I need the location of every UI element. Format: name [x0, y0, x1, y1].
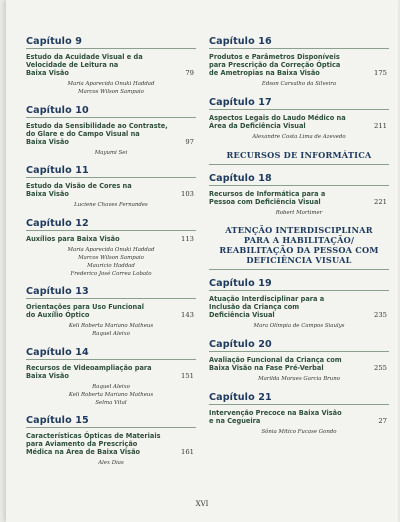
chapter-heading: Capítulo 16 — [209, 36, 272, 47]
chapter-rule — [26, 427, 196, 428]
author-name: Robert Mortimer — [275, 209, 323, 216]
chapter-authors — [209, 323, 389, 331]
chapter-heading: Capítulo 18 — [209, 172, 272, 184]
author-name: Alex Dias — [98, 460, 124, 467]
chapter-title-line: Recursos de Informática para a — [209, 189, 326, 198]
left-column — [26, 36, 196, 476]
chapter-page-number: 235 — [374, 311, 387, 320]
chapter-heading: Capítulo 11 — [26, 165, 89, 177]
book-page — [6, 0, 398, 522]
chapter-title[interactable] — [209, 295, 389, 319]
chapter-rule — [26, 230, 196, 231]
chapter-heading: Capítulo 10 — [26, 104, 89, 116]
section-heading-line: ATENÇÃO INTERDISCIPLINAR — [225, 225, 373, 236]
chapter-title[interactable] — [209, 356, 389, 372]
section-heading-line: RECURSOS DE INFORMÁTICA — [226, 149, 372, 160]
section-heading-line: PARA A HABILITAÇÃO/ — [243, 235, 355, 246]
section-heading-informatica — [209, 150, 389, 160]
author-name: Mayumi Sei — [94, 149, 128, 156]
chapter-page-number: 113 — [181, 235, 194, 244]
chapter-title[interactable] — [26, 235, 196, 243]
chapter-rule — [26, 177, 196, 178]
chapter-title-line: Inclusão da Criança com — [209, 303, 300, 312]
chapter-title-line: Baixa Visão — [26, 190, 69, 199]
chapter-title-line: Pessoa com Deficiência Visual — [209, 197, 321, 206]
chapter-title[interactable] — [209, 53, 389, 77]
chapter-page-number: 27 — [378, 416, 387, 425]
chapter-heading: Capítulo 21 — [209, 391, 272, 403]
chapter-authors — [209, 210, 389, 218]
chapter-title[interactable] — [209, 409, 389, 425]
chapter-heading: Capítulo 19 — [209, 278, 272, 290]
author-name: Raquel Aleixo — [92, 331, 130, 338]
chapter-title-line: Baixa Visão — [26, 69, 69, 77]
chapter-title-line: Atuação Interdisciplinar para a — [209, 295, 325, 304]
author-name: Keli Roberta Mariano Matheus — [68, 323, 154, 330]
chapter-page-number: 161 — [181, 448, 194, 457]
author-name: Marcos Wilson Sampaio — [78, 88, 144, 95]
chapter-title-line: Orientações para Uso Funcional — [26, 303, 144, 312]
chapter-authors — [209, 376, 389, 384]
chapter-title-line: e na Cegueira — [209, 416, 261, 425]
chapter-entry — [209, 173, 389, 218]
chapter-title-line: Deficiência Visual — [209, 311, 275, 320]
chapter-title-line: Recursos de Videoampliação para — [26, 363, 152, 372]
right-bottom-chapters — [209, 278, 389, 436]
author-name: Luciene Chaves Fernandes — [74, 202, 148, 209]
chapter-authors — [209, 81, 389, 89]
chapter-rule — [209, 48, 389, 49]
author-name: Maria Aparecida Onuki Haddad — [67, 247, 155, 254]
chapter-page-number: 79 — [185, 69, 194, 77]
chapter-entry — [26, 105, 196, 158]
chapter-authors — [26, 323, 196, 339]
chapter-authors — [209, 134, 389, 142]
chapter-page-number: 151 — [181, 371, 194, 380]
author-name: Alexandre Costa Lima de Azevedo — [252, 133, 346, 140]
author-name: Sônia Mitico Fucase Gondo — [261, 428, 337, 435]
page-number: XVI — [195, 500, 209, 508]
chapter-title[interactable] — [26, 53, 196, 77]
chapter-page-number: 211 — [374, 121, 387, 130]
chapter-authors — [26, 202, 196, 210]
chapter-heading: Capítulo 15 — [26, 415, 89, 427]
chapter-title-line: Avaliação Funcional da Criança com — [209, 356, 342, 365]
section-heading-line: DEFICIÊNCIA VISUAL — [246, 255, 352, 266]
chapter-title[interactable] — [209, 114, 389, 130]
chapter-authors — [26, 460, 196, 468]
right-mid-chapters — [209, 173, 389, 218]
chapter-entry — [209, 36, 389, 89]
chapter-rule — [26, 359, 196, 360]
chapter-authors — [26, 81, 196, 97]
chapter-title-line: Intervenção Precoce na Baixa Visão — [209, 408, 342, 417]
chapter-title-line: Auxílios para Baixa Visão — [26, 235, 120, 244]
chapter-entry — [26, 165, 196, 210]
chapter-heading: Capítulo 12 — [26, 218, 89, 230]
author-name: Edson Carvalho da Silveira — [261, 81, 337, 87]
chapter-rule — [209, 290, 389, 291]
chapter-title[interactable] — [209, 190, 389, 206]
chapter-authors — [26, 384, 196, 407]
chapter-title-line: Características Ópticas de Materiais — [26, 432, 161, 441]
chapter-entry — [209, 339, 389, 384]
chapter-title-line: Baixa Visão na Fase Pré-Verbal — [209, 364, 324, 373]
chapter-title-line: Área da Deficiência Visual — [209, 121, 306, 130]
chapter-page-number: 143 — [181, 311, 194, 320]
section-heading-interdisciplinar — [209, 225, 389, 265]
chapter-title-line: para Prescrição da Correção Óptica — [209, 61, 341, 69]
chapter-heading: Capítulo 14 — [26, 346, 89, 358]
chapter-entry — [26, 415, 196, 468]
chapter-title[interactable] — [26, 122, 196, 146]
chapter-title-line: Estudo da Acuidade Visual e da — [26, 53, 143, 61]
right-column — [209, 36, 389, 445]
author-name: Frederico José Correa Lobato — [70, 270, 152, 277]
chapter-page-number: 103 — [181, 190, 194, 199]
author-name: Mauricio Haddad — [87, 262, 135, 269]
chapter-heading: Capítulo 9 — [26, 36, 82, 47]
chapter-title-line: Médica na Área de Baixa Visão — [26, 448, 141, 457]
chapter-authors — [209, 429, 389, 437]
chapter-rule — [26, 48, 196, 49]
chapter-rule — [209, 351, 389, 352]
chapter-rule — [209, 109, 389, 110]
chapter-title[interactable] — [26, 303, 196, 319]
chapter-page-number: 97 — [185, 137, 194, 146]
author-name: Marilda Moraes Garcia Bruno — [258, 376, 340, 383]
chapter-page-number: 175 — [374, 69, 387, 77]
author-name: Maria Aparecida Onuki Haddad — [67, 81, 155, 87]
chapter-page-number: 221 — [374, 197, 387, 206]
chapter-title-line: Produtos e Parâmetros Disponíveis — [209, 53, 340, 61]
author-name: Selma Vital — [95, 399, 127, 406]
right-top-chapters — [209, 36, 389, 142]
chapter-rule — [26, 117, 196, 118]
chapter-entry — [26, 286, 196, 339]
chapter-authors — [26, 247, 196, 278]
chapter-heading: Capítulo 17 — [209, 96, 272, 108]
section-heading-line: REABILITAÇÃO DA PESSOA COM — [219, 245, 379, 256]
chapter-title-line: Estudo da Sensibilidade ao Contraste, — [26, 121, 168, 130]
author-name: Marcos Wilson Sampaio — [78, 254, 144, 261]
chapter-title[interactable] — [26, 182, 196, 198]
chapter-title[interactable] — [26, 364, 196, 380]
chapter-rule — [26, 298, 196, 299]
chapter-entry — [209, 392, 389, 437]
chapter-authors — [26, 150, 196, 158]
chapter-heading: Capítulo 13 — [26, 286, 89, 298]
chapter-title-line: para Aviamento da Prescrição — [26, 440, 138, 449]
section-rule — [209, 269, 389, 270]
chapter-rule — [209, 185, 389, 186]
chapter-entry — [26, 36, 196, 97]
chapter-title-line: Estudo da Visão de Cores na — [26, 182, 132, 191]
chapter-page-number: 255 — [374, 364, 387, 373]
chapter-entry — [26, 218, 196, 278]
chapter-title-line: do Glare e do Campo Visual na — [26, 129, 140, 138]
section-rule — [209, 164, 389, 165]
chapter-title-line: Velocidade de Leitura na — [26, 61, 119, 69]
chapter-rule — [209, 404, 389, 405]
author-name: Mara Olímpia de Campos Siaulys — [253, 323, 345, 330]
author-name: Raquel Aleixo — [92, 383, 130, 390]
chapter-title-line: do Auxílio Óptico — [26, 311, 90, 320]
chapter-title[interactable] — [26, 432, 196, 456]
chapter-entry — [209, 97, 389, 142]
author-name: Keli Roberta Mariano Matheus — [68, 391, 154, 398]
chapter-heading: Capítulo 20 — [209, 339, 272, 351]
chapter-title-line: Baixa Visão — [26, 371, 69, 380]
chapter-entry — [26, 347, 196, 407]
chapter-title-line: Baixa Visão — [26, 137, 69, 146]
chapter-entry — [209, 278, 389, 331]
chapter-title-line: Aspectos Legais do Laudo Médico na — [209, 113, 346, 122]
chapter-title-line: de Ametropias na Baixa Visão — [209, 69, 320, 77]
